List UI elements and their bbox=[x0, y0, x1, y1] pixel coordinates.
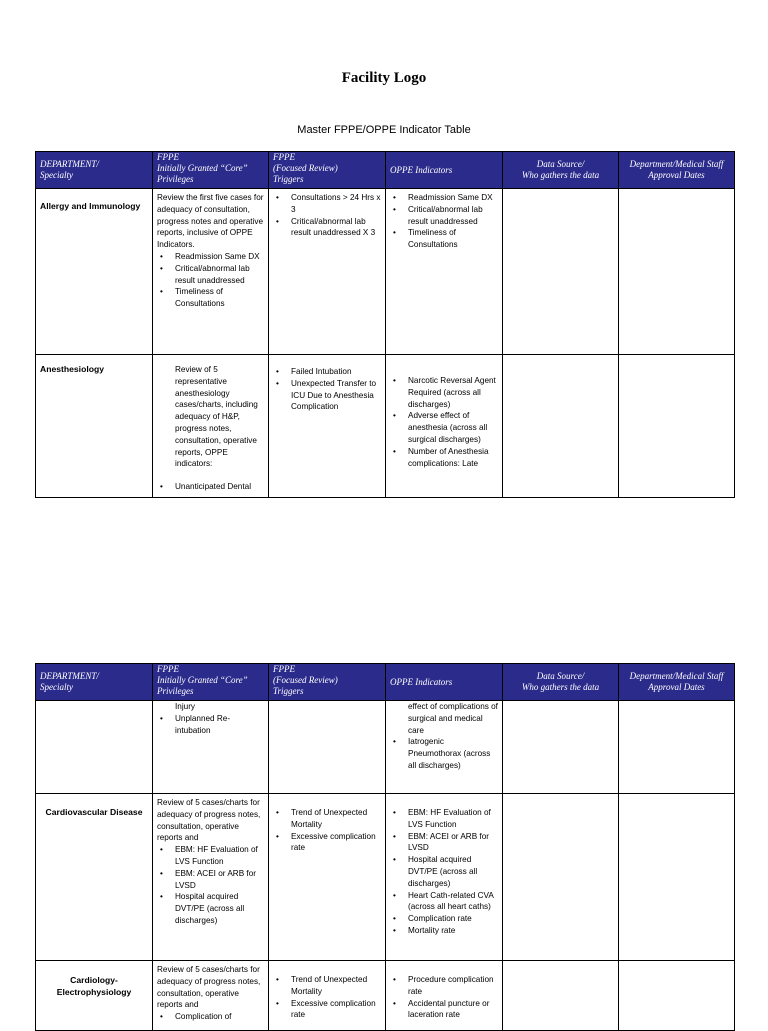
header-oppe-indicators: OPPE Indicators bbox=[386, 664, 503, 701]
table-row bbox=[36, 355, 735, 498]
facility-logo: Facility Logo bbox=[341, 70, 427, 86]
fppe-core-cell: Injury • Unplanned Re-intubation bbox=[153, 701, 269, 794]
list-item: • Mortality rate bbox=[390, 925, 498, 937]
list-item: • Complication of bbox=[157, 1011, 264, 1023]
oppe-cell bbox=[386, 961, 503, 1031]
table-row bbox=[36, 794, 735, 961]
fppe-core-cell: Review the first five cases for adequacy of consultation, progress notes and operative reports, inclusive of OPPE Indicators. • Readmission Same DX • Critical/abnormal lab result unaddressed • Timeliness of Consultations bbox=[153, 189, 269, 355]
oppe-cell: effect of complications of surgical and medical care • Iatrogenic Pneumothorax (across all discharges) bbox=[386, 701, 503, 794]
data-source-cell bbox=[503, 794, 619, 961]
list-item: • Iatrogenic Pneumothorax (across all discharges) bbox=[390, 736, 498, 771]
list-item: • EBM: ACEI or ARB for LVSD bbox=[157, 868, 264, 892]
header-fppe-core: FPPE Initially Granted “Core” Privileges bbox=[153, 152, 269, 189]
list-item: • Readmission Same DX bbox=[157, 251, 264, 263]
indicator-table-page-2 bbox=[35, 663, 735, 1031]
approval-cell bbox=[619, 794, 735, 961]
header-fppe-triggers: FPPE (Focused Review) Triggers bbox=[269, 664, 386, 701]
list-item: • Accidental puncture or laceration rate bbox=[390, 998, 498, 1022]
table-header-row bbox=[36, 152, 735, 189]
header-data-source: Data Source/ Who gathers the data bbox=[503, 152, 619, 189]
header-fppe-triggers: FPPE (Focused Review) Triggers bbox=[269, 152, 386, 189]
fppe-trigger-cell bbox=[269, 794, 386, 961]
oppe-cell bbox=[386, 355, 503, 498]
oppe-cell bbox=[386, 189, 503, 355]
list-item: • Adverse effect of anesthesia (across all surgical discharges) bbox=[390, 410, 498, 445]
indicator-table-page-1 bbox=[35, 151, 735, 498]
list-item: • Hospital acquired DVT/PE (across all discharges) bbox=[157, 891, 264, 926]
list-item: • Hospital acquired DVT/PE (across all discharges) bbox=[390, 854, 498, 889]
oppe-cell bbox=[386, 794, 503, 961]
approval-cell bbox=[619, 961, 735, 1031]
department-cell: Cardiovascular Disease bbox=[36, 794, 153, 961]
list-item: • Narcotic Reversal Agent Required (across all discharges) bbox=[390, 375, 498, 410]
list-item: • Timeliness of Consultations bbox=[157, 286, 264, 310]
fppe-trigger-cell bbox=[269, 961, 386, 1031]
fppe-trigger-cell bbox=[269, 189, 386, 355]
list-item: • Readmission Same DX bbox=[390, 192, 498, 204]
fppe-core-cell: Review of 5 cases/charts for adequacy of progress notes, consultation, operative reports and • EBM: HF Evaluation of LVS Function • EBM: ACEI or ARB for LVSD • Hospital acquired DVT/PE (across all discharges) bbox=[153, 794, 269, 961]
list-item: • Unplanned Re-intubation bbox=[157, 713, 264, 737]
list-item: • Excessive complication rate bbox=[273, 831, 381, 855]
list-item: • Excessive complication rate bbox=[273, 998, 381, 1022]
approval-cell bbox=[619, 355, 735, 498]
fppe-core-cell: Review of 5 cases/charts for adequacy of progress notes, consultation, operative reports and • Complication of bbox=[153, 961, 269, 1031]
fppe-core-cell: Review of 5 representative anesthesiology cases/charts, including adequacy of H&P, progress notes, consultation, operative reports, OPPE indicators: • Unanticipated Dental bbox=[153, 355, 269, 498]
data-source-cell bbox=[503, 961, 619, 1031]
department-cell: Anesthesiology bbox=[36, 355, 153, 498]
table-row bbox=[36, 701, 735, 794]
list-item: • EBM: ACEI or ARB for LVSD bbox=[390, 831, 498, 855]
list-item: • Failed Intubation bbox=[273, 366, 381, 378]
list-item: • EBM: HF Evaluation of LVS Function bbox=[390, 807, 498, 831]
department-cell: Allergy and Immunology bbox=[36, 189, 153, 355]
list-item: • EBM: HF Evaluation of LVS Function bbox=[157, 844, 264, 868]
document-title: Master FPPE/OPPE Indicator Table bbox=[297, 124, 471, 136]
list-item: • Heart Cath-related CVA (across all heart caths) bbox=[390, 890, 498, 914]
list-item: • Procedure complication rate bbox=[390, 974, 498, 998]
header-data-source: Data Source/ Who gathers the data bbox=[503, 664, 619, 701]
approval-cell bbox=[619, 701, 735, 794]
header-approval-dates: Department/Medical Staff Approval Dates bbox=[619, 152, 735, 189]
list-item: • Critical/abnormal lab result unaddressed bbox=[390, 204, 498, 228]
table-header-row bbox=[36, 664, 735, 701]
list-item: • Timeliness of Consultations bbox=[390, 227, 498, 251]
header-oppe-indicators: OPPE Indicators bbox=[386, 152, 503, 189]
header-department: DEPARTMENT/ Specialty bbox=[36, 664, 153, 701]
fppe-trigger-cell bbox=[269, 701, 386, 794]
header-fppe-core: FPPE Initially Granted “Core” Privileges bbox=[153, 664, 269, 701]
approval-cell bbox=[619, 189, 735, 355]
header-approval-dates: Department/Medical Staff Approval Dates bbox=[619, 664, 735, 701]
list-item: • Complication rate bbox=[390, 913, 498, 925]
list-item: • Number of Anesthesia complications: Late bbox=[390, 446, 498, 470]
list-item: • Consultations > 24 Hrs x 3 bbox=[273, 192, 381, 216]
department-cell bbox=[36, 701, 153, 794]
list-item: • Critical/abnormal lab result unaddressed X 3 bbox=[273, 216, 381, 240]
header-department: DEPARTMENT/ Specialty bbox=[36, 152, 153, 189]
list-item: • Trend of Unexpected Mortality bbox=[273, 974, 381, 998]
list-item: • Trend of Unexpected Mortality bbox=[273, 807, 381, 831]
list-item: • Unexpected Transfer to ICU Due to Anesthesia Complication bbox=[273, 378, 381, 413]
fppe-trigger-cell bbox=[269, 355, 386, 498]
list-item: • Unanticipated Dental bbox=[157, 481, 264, 493]
department-cell: Cardiology- Electrophysiology bbox=[36, 961, 153, 1031]
data-source-cell bbox=[503, 189, 619, 355]
table-row bbox=[36, 189, 735, 355]
data-source-cell bbox=[503, 355, 619, 498]
data-source-cell bbox=[503, 701, 619, 794]
list-item: • Critical/abnormal lab result unaddressed bbox=[157, 263, 264, 287]
table-row bbox=[36, 961, 735, 1031]
